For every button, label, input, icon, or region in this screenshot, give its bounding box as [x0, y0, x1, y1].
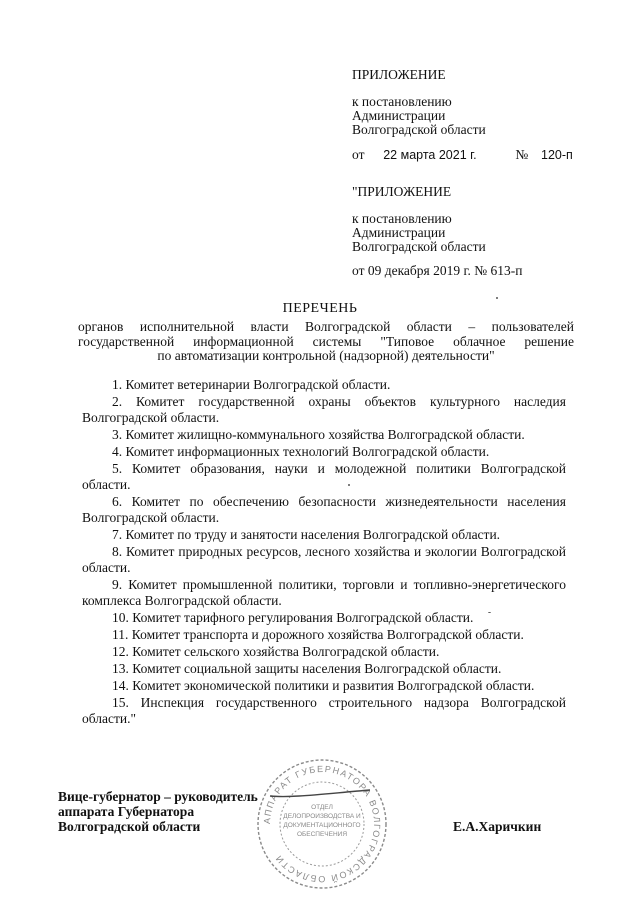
seal-inner-line-2: ДЕЛОПРОИЗВОДСТВА И: [283, 813, 361, 820]
official-seal: [252, 754, 392, 899]
scan-speck: [488, 612, 491, 613]
original-appendix-line-2: Администрации: [352, 225, 446, 240]
decree-number: 120-п: [541, 148, 573, 162]
signature-stroke: [270, 790, 370, 797]
subtitle-line-1: органов исполнительной власти Волгоградской области – пользователей: [78, 319, 574, 334]
signatory-title-line-3: Волгоградской области: [58, 819, 201, 834]
list-item: 8. Комитет природных ресурсов, лесного хозяйства и экологии Волгоградской области.: [82, 544, 566, 575]
subtitle-line-3: по автоматизации контрольной (надзорной) деятельности": [157, 348, 495, 363]
seal-inner-line-4: ОБЕСПЕЧЕНИЯ: [296, 831, 348, 838]
appendix-line-3: Волгоградской области: [352, 122, 486, 137]
list-item: 13. Комитет социальной защиты населения Волгоградской области.: [112, 661, 502, 676]
appendix-line-2: Администрации: [352, 108, 446, 123]
seal-inner-line-1: ОТДЕЛ: [311, 804, 333, 811]
appendix-date-row: [352, 148, 573, 162]
original-appendix-line-1: к постановлению: [352, 211, 452, 226]
original-appendix-date: от 09 декабря 2019 г. № 613-п: [352, 263, 523, 278]
signatory-title-line-1: Вице-губернатор – руководитель: [58, 789, 258, 804]
list-item: 1. Комитет ветеринарии Волгоградской области.: [112, 377, 391, 392]
subtitle-line-2: государственной информационной системы "Типовое облачное решение: [78, 333, 574, 349]
list-item: 5. Комитет образования, науки и молодежной политики Волгоградской области.: [82, 461, 566, 492]
signatory-title-line-2: аппарата Губернатора: [58, 804, 195, 819]
authorities-list: [82, 377, 566, 728]
document-title: ПЕРЕЧЕНЬ: [282, 301, 358, 316]
list-item: 10. Комитет тарифного регулирования Волгоградской области.: [112, 610, 474, 625]
original-appendix-title: "ПРИЛОЖЕНИЕ: [352, 184, 452, 199]
list-item: 11. Комитет транспорта и дорожного хозяйства Волгоградской области.: [112, 627, 524, 642]
list-item: 9. Комитет промышленной политики, торговли и топливно-энергетического комплекса Волгоградской области.: [82, 577, 566, 608]
signatory-name: Е.А.Харичкин: [453, 819, 542, 834]
scan-speck: [348, 484, 350, 486]
decree-date: 22 марта 2021 г.: [383, 148, 477, 162]
list-item: 14. Комитет экономической политики и развития Волгоградской области.: [112, 678, 535, 693]
list-item: 15. Инспекция государственного строительного надзора Волгоградской области.": [82, 695, 566, 726]
list-item: 3. Комитет жилищно-коммунального хозяйства Волгоградской области.: [112, 427, 525, 442]
list-item: 7. Комитет по труду и занятости населения Волгоградской области.: [112, 527, 501, 542]
list-item: 2. Комитет государственной охраны объектов культурного наследия Волгоградской области.: [82, 394, 566, 425]
date-prefix: от: [352, 147, 365, 162]
list-item: 12. Комитет сельского хозяйства Волгоградской области.: [112, 644, 440, 659]
list-item: 4. Комитет информационных технологий Волгоградской области.: [112, 444, 490, 459]
list-item: 6. Комитет по обеспечению безопасности жизнедеятельности населения Волгоградской области.: [82, 494, 566, 525]
scan-speck: [496, 297, 498, 299]
seal-inner-line-3: ДОКУМЕНТАЦИОННОГО: [283, 822, 361, 829]
number-sign: №: [515, 147, 529, 162]
seal-icon: [252, 754, 392, 894]
seal-ring-text: АППАРАТ ГУБЕРНАТОРА ВОЛГОГРАДСКОЙ ОБЛАСТИ: [261, 763, 383, 885]
appendix-title: ПРИЛОЖЕНИЕ: [352, 67, 446, 82]
appendix-line-1: к постановлению: [352, 94, 452, 109]
original-appendix-line-3: Волгоградской области: [352, 239, 486, 254]
document-subtitle: [78, 320, 574, 364]
